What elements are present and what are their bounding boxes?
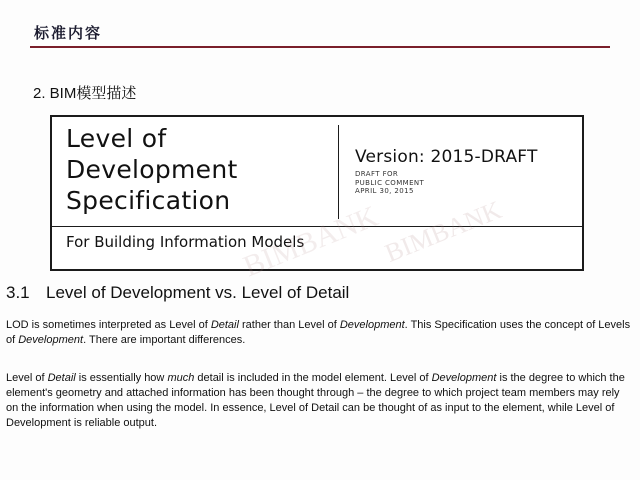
cover-draft-line-2: PUBLIC COMMENT xyxy=(355,178,425,187)
cover-title-line-2: Development xyxy=(66,155,238,184)
lod-spec-cover-image xyxy=(50,115,584,271)
p2-em3: Development xyxy=(431,372,497,384)
section-heading: 2. BIM模型描述 xyxy=(33,85,137,102)
p1-em1: Detail xyxy=(210,319,239,331)
paragraph-1 xyxy=(6,318,634,348)
p1-part2: rather than Level of xyxy=(238,319,340,331)
body-heading xyxy=(6,283,349,303)
p2-part2: is essentially how xyxy=(75,372,168,384)
cover-title-line-3: Specification xyxy=(66,186,231,215)
body-heading-number: 3.1 xyxy=(6,283,30,302)
p1-part1: LOD is sometimes interpreted as Level of xyxy=(6,319,211,331)
p2-em1: Detail xyxy=(47,372,76,384)
page-title: 标准内容 xyxy=(34,25,103,42)
title-divider xyxy=(30,46,610,48)
cover-version-label: Version: 2015-DRAFT xyxy=(355,147,538,167)
cover-draft-notice xyxy=(355,170,424,196)
p1-part3: . This Specification uses the concept of Levels of xyxy=(6,319,631,346)
paragraph-2 xyxy=(6,371,634,431)
p1-em2: Development xyxy=(339,319,405,331)
p2-em2: much xyxy=(167,372,195,384)
cover-vertical-divider xyxy=(338,125,339,219)
watermark-text: BIMBANK xyxy=(380,195,506,268)
cover-draft-line-3: APRIL 30, 2015 xyxy=(355,187,414,195)
body-heading-text: Level of Development vs. Level of Detail xyxy=(46,283,350,302)
p2-part4: is the degree to which the element's geometry and attached information has been thought through – the degree to which project team members may rely on the information when using the model. In essence, Level of Detail can be thought of as input to the element, while Level of Development is reliable output. xyxy=(6,372,625,429)
p2-part1: Level of xyxy=(6,372,48,384)
cover-footer-text: For Building Information Models xyxy=(66,233,305,251)
p1-part4: . There are important differences. xyxy=(83,334,246,346)
p2-part3: detail is included in the model element. Level of xyxy=(194,372,432,384)
p1-em3: Development xyxy=(18,334,84,346)
cover-draft-line-1: DRAFT FOR xyxy=(355,170,399,178)
cover-main-title xyxy=(66,123,331,216)
cover-title-line-1: Level of xyxy=(66,124,167,153)
